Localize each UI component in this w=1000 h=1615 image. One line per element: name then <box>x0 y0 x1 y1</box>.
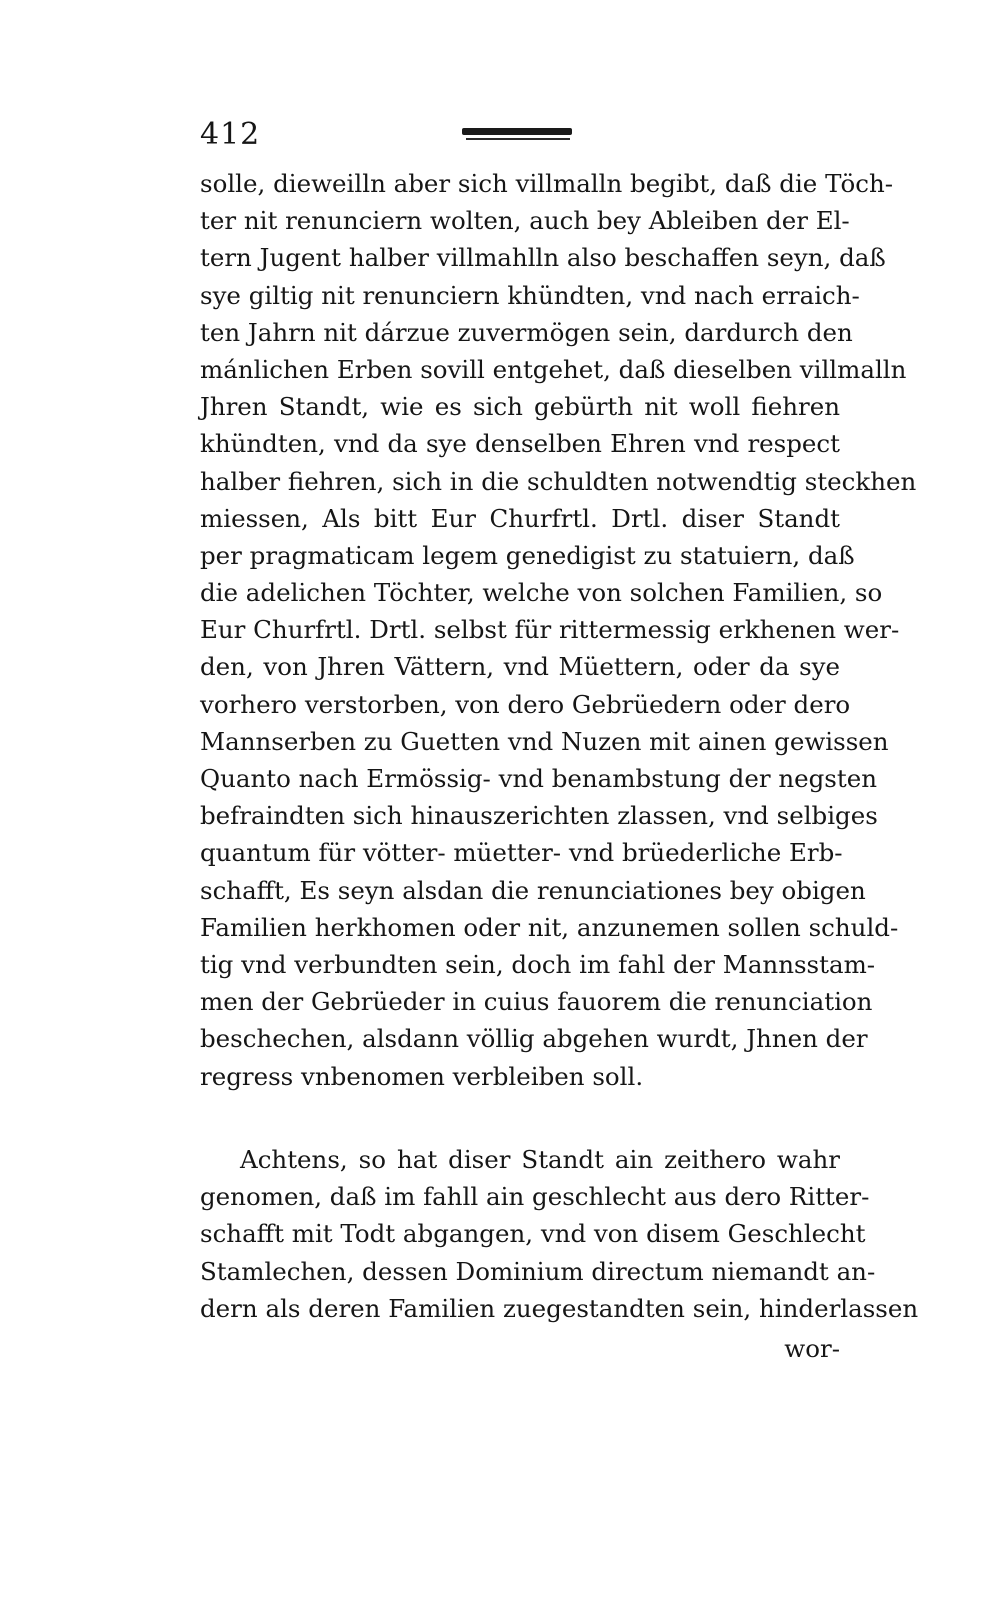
text-line: tern Jugent halber villmahlln also beschaffen seyn, daß <box>200 243 886 273</box>
text-line: sye giltig nit renunciern khündten, vnd nach erraich- <box>200 280 860 310</box>
page-header <box>200 118 840 158</box>
page-number: 412 <box>200 117 261 152</box>
text-line: ter nit renunciern wolten, auch bey Ableiben der El- <box>200 206 850 236</box>
text-line: Jhren Standt, wie es sich gebürth nit woll fiehren <box>200 392 840 422</box>
header-ornament-rule <box>462 128 572 135</box>
text-line: Stamlechen, dessen Dominium directum niemandt an- <box>200 1256 876 1286</box>
text-line: dern als deren Familien zuegestandten sein, hinderlassen <box>200 1293 919 1323</box>
text-line: Familien herkhomen oder nit, anzunemen sollen schuld- <box>200 912 899 942</box>
text-line: regress vnbenomen verbleiben soll. <box>200 1061 644 1091</box>
text-line: miessen, Als bitt Eur Churfrtl. Drtl. diser Standt <box>200 503 840 533</box>
text-line: khündten, vnd da sye denselben Ehren vnd respect <box>200 429 840 459</box>
text-line: vorhero verstorben, von dero Gebrüedern oder dero <box>200 689 851 719</box>
text-line: men der Gebrüeder in cuius fauorem die renunciation <box>200 987 873 1017</box>
text-line: quantum für vötter- müetter- vnd brüederliche Erb- <box>200 838 843 868</box>
paragraph-1 <box>200 165 917 1095</box>
text-line: Quanto nach Ermössig- vnd benambstung der negsten <box>200 764 877 793</box>
text-line: halber fiehren, sich in die schuldten notwendtig steckhen <box>200 466 917 496</box>
text-line: Achtens, so hat diser Standt ain zeithero wahr <box>240 1145 840 1174</box>
text-line: beschechen, alsdann völlig abgehen wurdt, Jhnen der <box>200 1024 868 1054</box>
text-line: schafft, Es seyn alsdan die renunciationes bey obigen <box>200 875 866 905</box>
text-line: die adelichen Töchter, welche von solchen Familien, so <box>200 578 883 608</box>
text-line: mánlichen Erben sovill entgehet, daß dieselben villmalln <box>200 354 907 384</box>
text-line: solle, dieweilln aber sich villmalln begibt, daß die Töch- <box>200 169 894 198</box>
catchword: wor- <box>784 1334 840 1363</box>
text-line: den, von Jhren Vättern, vnd Müettern, oder da sye <box>200 652 840 682</box>
text-line: Eur Churfrtl. Drtl. selbst für rittermessig erkhenen wer- <box>200 615 900 645</box>
header-ornament-underline <box>466 138 570 140</box>
text-line: ten Jahrn nit dárzue zuvermögen sein, dardurch den <box>200 317 853 347</box>
paragraph-2 <box>200 1141 919 1327</box>
text-line: per pragmaticam legem genedigist zu statuiern, daß <box>200 540 855 570</box>
text-line: befraindten sich hinauszerichten zlassen, vnd selbiges <box>200 801 878 831</box>
text-line: Mannserben zu Guetten vnd Nuzen mit ainen gewissen <box>200 726 889 756</box>
text-line: schafft mit Todt abgangen, vnd von disem Geschlecht <box>200 1219 866 1249</box>
text-line: tig vnd verbundten sein, doch im fahl der Mannsstam- <box>200 949 876 979</box>
text-line: genomen, daß im fahll ain geschlecht aus dero Ritter- <box>200 1182 870 1212</box>
